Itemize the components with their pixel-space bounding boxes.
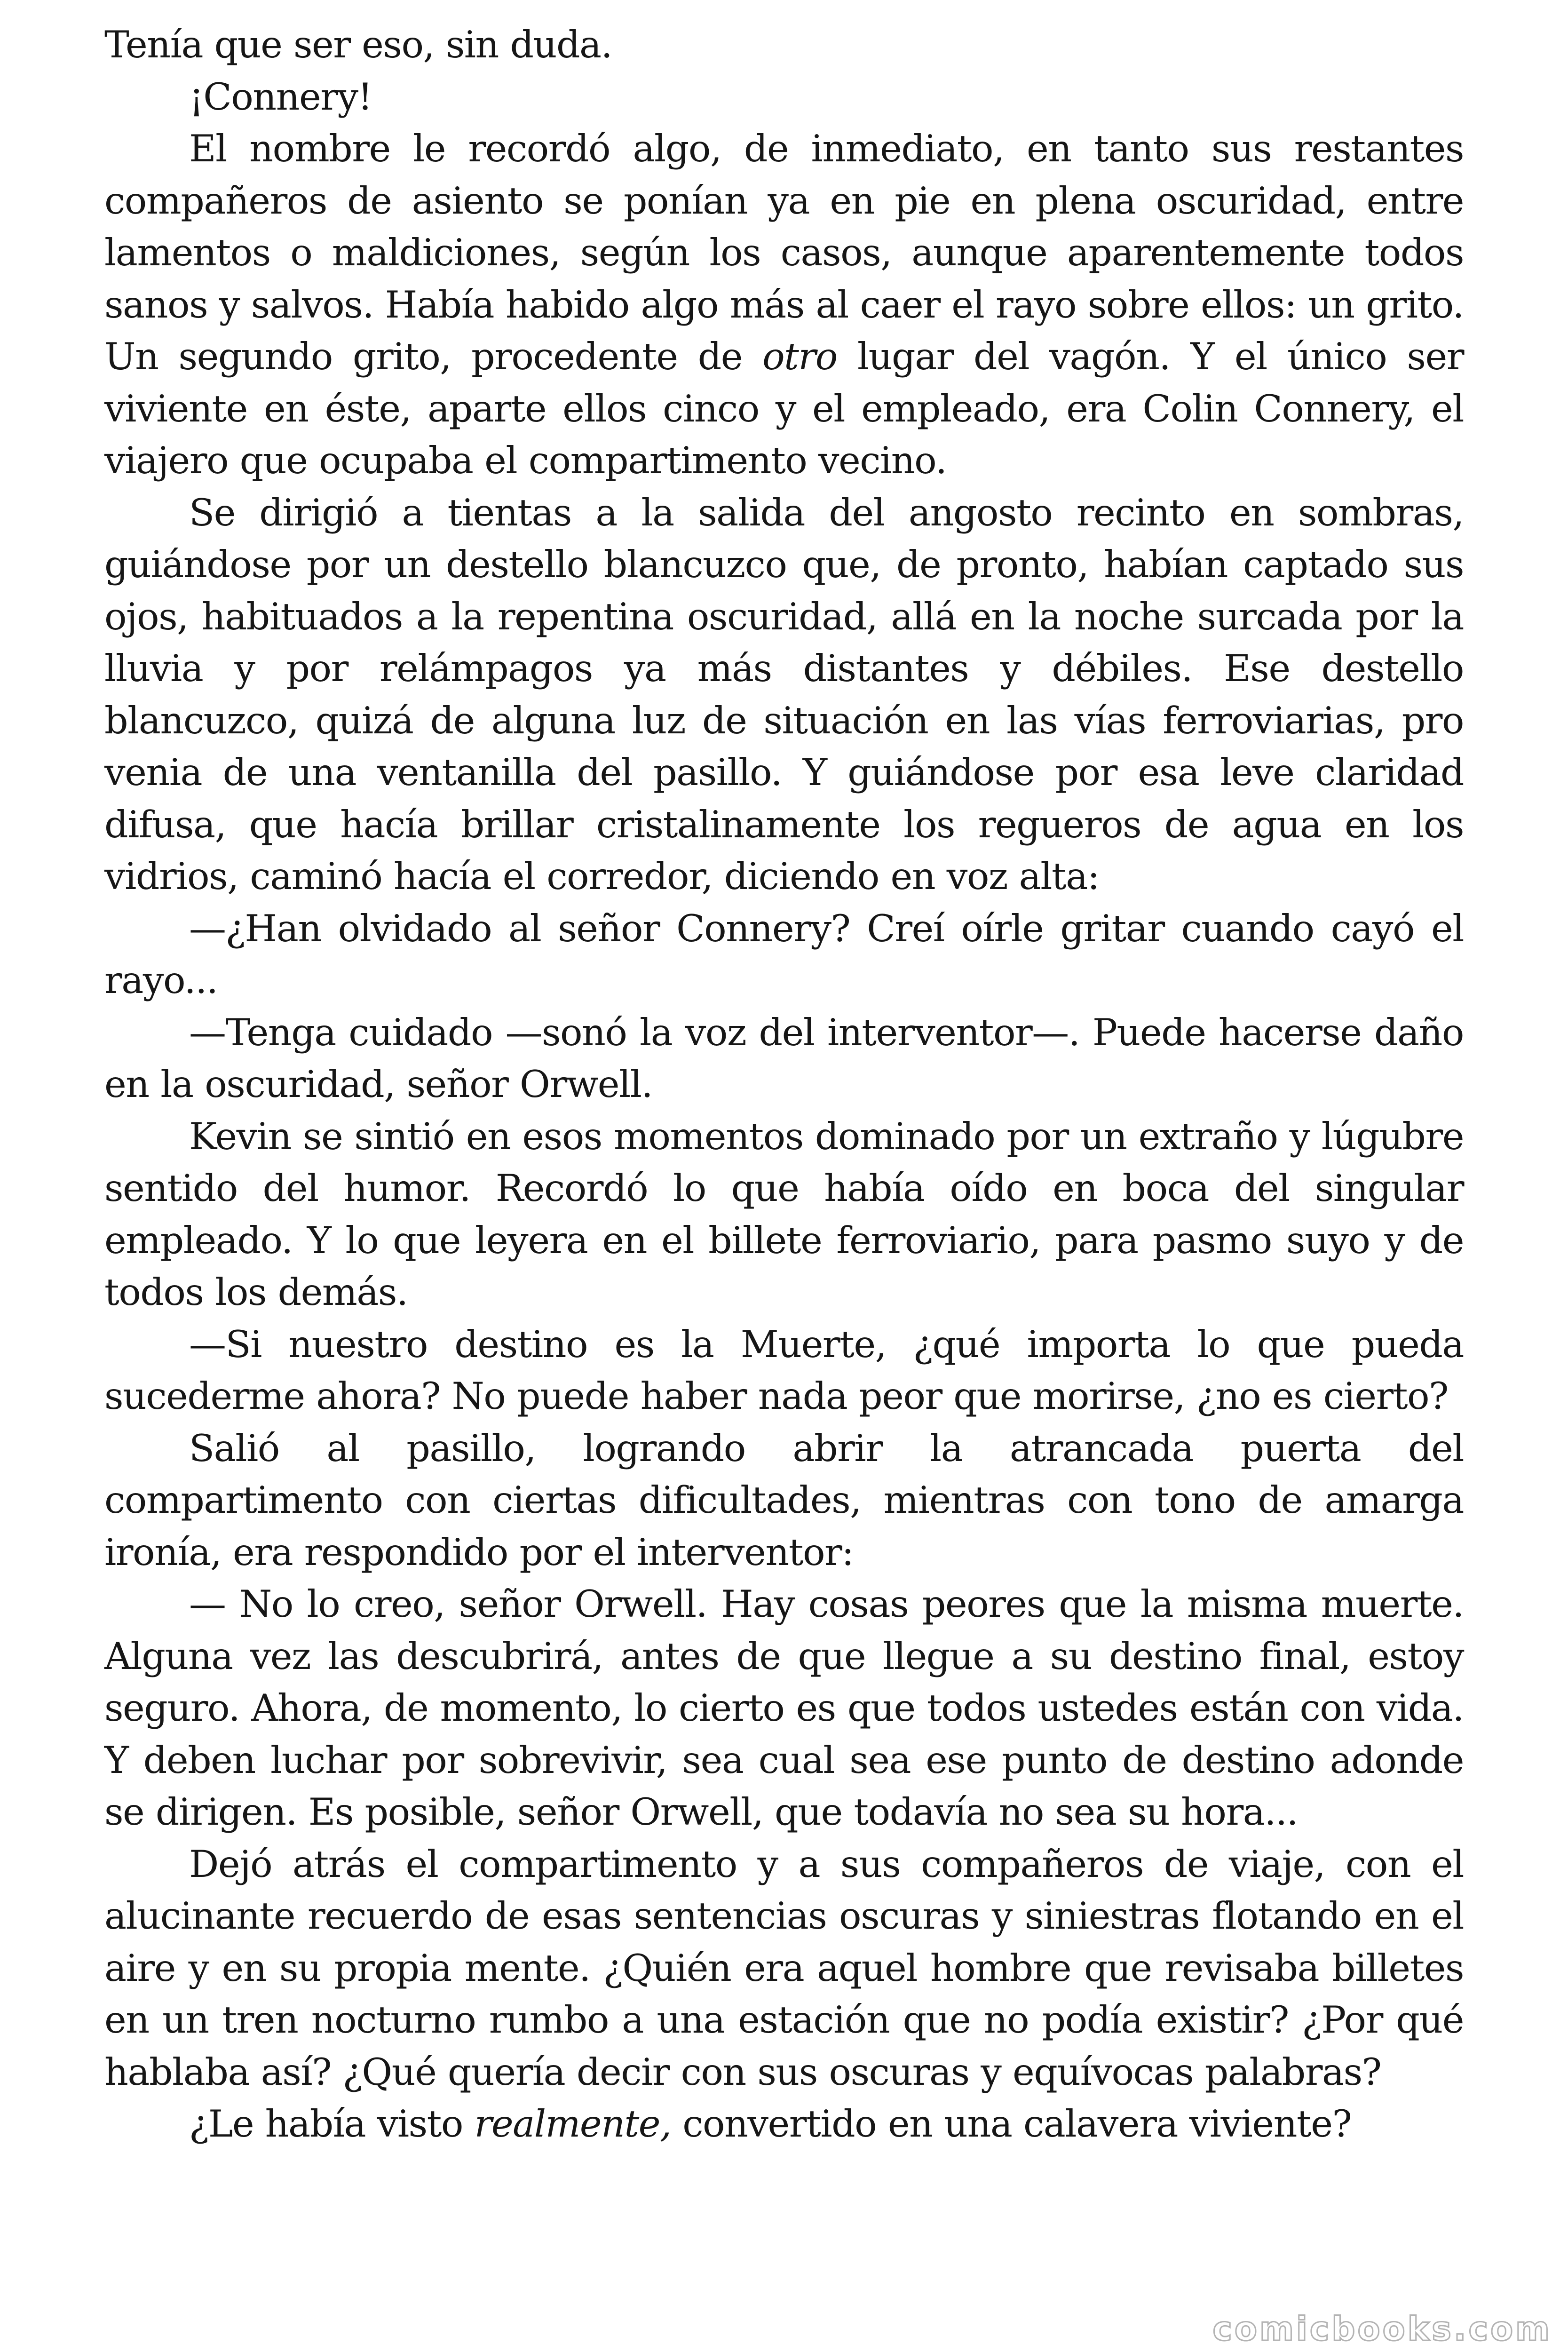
paragraph-3 (104, 123, 1464, 487)
paragraph-12 (104, 2098, 1464, 2150)
paragraph-2: ¡Connery! (189, 75, 372, 119)
paragraph-4: Se dirigió a tientas a la salida del angosto recinto en sombras, guiándose por un destello blancuzco que, de pronto, habían captado sus ojos, habituados a la repentina oscuridad, allá en la noche surcada por la lluvia y por relámpagos ya más distantes y débiles. Ese destello blancuzco, quizá de alguna luz de situación en las vías ferroviarias, pro venia de una ventanilla del pasillo. Y guiándose por esa leve claridad difusa, que hacía brillar cristalinamente los regueros de agua en los vidrios, caminó hacía el corredor, diciendo en voz alta: (104, 491, 1464, 898)
paragraph-7: Kevin se sintió en esos momentos dominado por un extraño y lúgubre sentido del humor. Recordó lo que había oído en boca del singular empleado. Y lo que leyera en el billete ferroviario, para pasmo suyo y de todos los demás. (104, 1114, 1464, 1314)
paragraph-12-text: ¿Le había visto (189, 2102, 475, 2145)
paragraph-5: —¿Han olvidado al señor Connery? Creí oírle gritar cuando cayó el rayo... (104, 906, 1464, 1002)
book-page-text (104, 19, 1464, 2150)
paragraph-6: —Tenga cuidado —sonó la voz del interventor—. Puede hacerse daño en la oscuridad, señor Orwell. (104, 1010, 1464, 1106)
paragraph-10: — No lo creo, señor Orwell. Hay cosas peores que la misma muerte. Alguna vez las descubrirá, antes de que llegue a su destino final, estoy seguro. Ahora, de momento, lo cierto es que todos ustedes están con vida. Y deben luchar por sobrevivir, sea cual sea ese punto de destino adonde se dirigen. Es posible, señor Orwell, que todavía no sea su hora... (104, 1582, 1464, 1834)
paragraph-12-italic: realmente, (474, 2102, 671, 2145)
paragraph-11: Dejó atrás el compartimento y a sus compañeros de viaje, con el alucinante recuerdo de esas sentencias oscuras y siniestras flotando en el aire y en su propia mente. ¿Quién era aquel hombre que revisaba billetes en un tren nocturno rumbo a una estación que no podía existir? ¿Por qué hablaba así? ¿Qué quería decir con sus oscuras y equívocas palabras? (104, 1842, 1464, 2094)
paragraph-12-text-end: convertido en una calavera viviente? (671, 2102, 1352, 2145)
paragraph-9: Salió al pasillo, logrando abrir la atrancada puerta del compartimento con ciertas dificultades, mientras con tono de amarga ironía, era respondido por el interventor: (104, 1426, 1464, 1574)
paragraph-3-italic: otro (762, 335, 837, 378)
paragraph-3-text-end: lugar del vagón. Y el único ser viviente en éste, aparte ellos cinco y el empleado, era Colin Connery, el viajero que ocupaba el compartimento vecino. (104, 335, 1464, 482)
watermark-logo: comicbooks.com (1212, 2310, 1552, 2348)
paragraph-3-text: El nombre le recordó algo, de inmediato, en tanto sus restantes compañeros de asiento se ponían ya en pie en plena oscuridad, entre lamentos o maldiciones, según los casos, aunque aparentemente todos sanos y salvos. Había habido algo más al caer el rayo sobre ellos: un grito. Un segundo grito, procedente de (104, 127, 1464, 378)
paragraph-8: —Si nuestro destino es la Muerte, ¿qué importa lo que pueda sucederme ahora? No puede haber nada peor que morirse, ¿no es cierto? (104, 1322, 1464, 1418)
paragraph-1: Tenía que ser eso, sin duda. (104, 23, 612, 66)
